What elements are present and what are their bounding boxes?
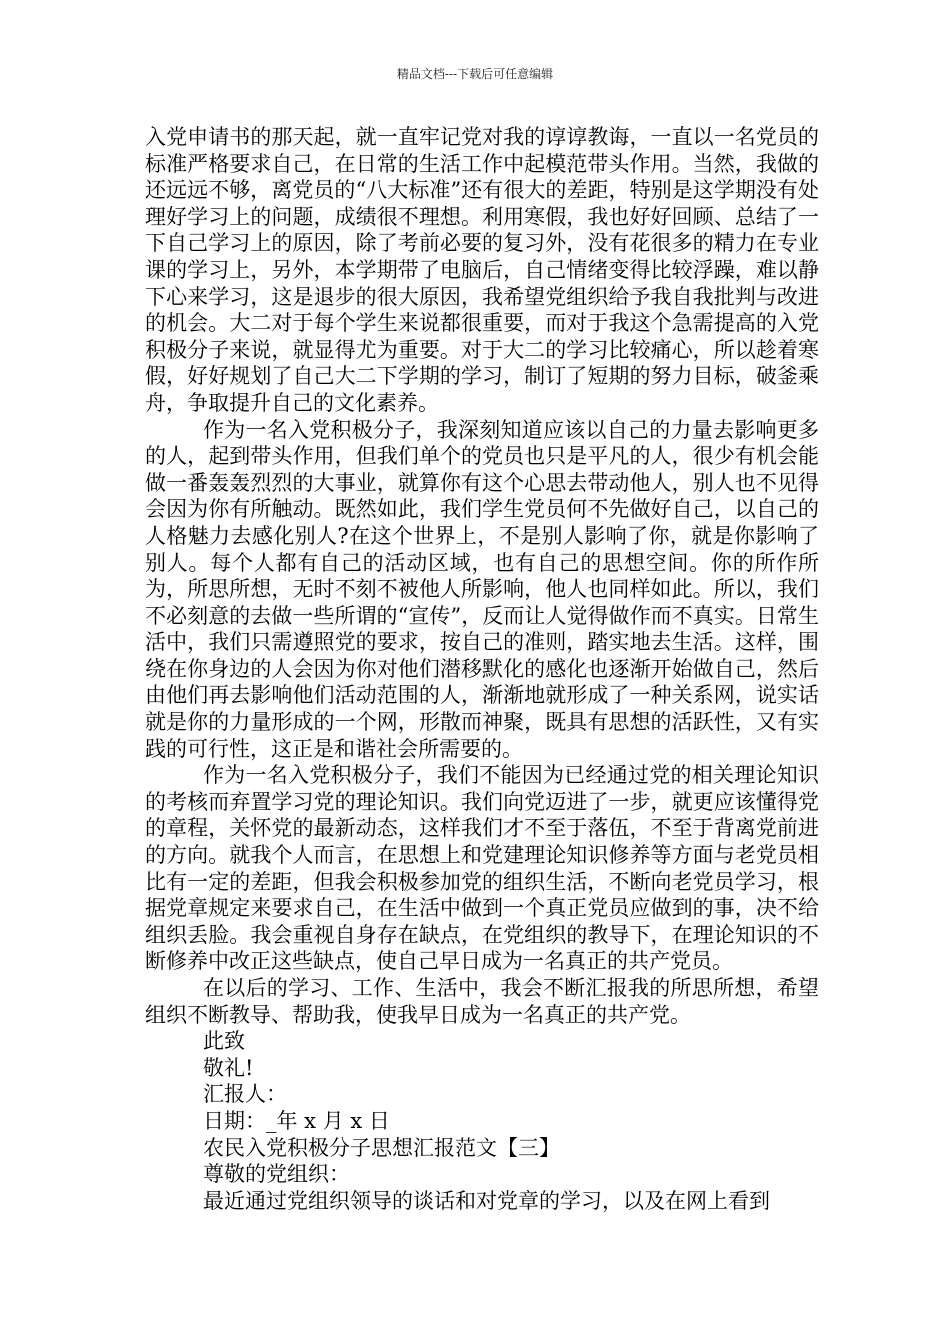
- closing-ci-zhi: 此致: [203, 1029, 245, 1054]
- next-section-title: 农民入党积极分子思想汇报范文【三】: [203, 1135, 560, 1160]
- page-header: 精品文档---下载后可任意编辑: [396, 67, 554, 81]
- closing-jing-li: 敬礼!: [203, 1055, 254, 1080]
- salutation: 尊敬的党组织：: [203, 1162, 350, 1187]
- reporter-line: 汇报人：: [203, 1082, 287, 1107]
- date-line: 日期：_年 x 月 x 日: [203, 1108, 390, 1133]
- paragraph-4: 在以后的学习、工作、生活中，我会不断汇报我的所思所想，希望组织不断教导、帮助我，使我早日成为一名真正的共产党。: [145, 976, 819, 1027]
- paragraph-2: 作为一名入党积极分子，我深刻知道应该以自己的力量去影响更多的人，起到带头作用，但我们单个的党员也只是平凡的人，很少有机会能做一番轰轰烈烈的大事业，就算你有这个心思去带动他人，别人也不见得会因为你有所触动。既然如此，我们学生党员何不先做好自己，以自己的人格魅力去感化别人?在这个世界上，不是别人影响了你，就是你影响了别人。每个人都有自己的活动区域，也有自己的思想空间。你的所作所为，所思所想，无时不刻不被他人所影响，他人也同样如此。所以，我们不必刻意的去做一些所谓的“宣传”，反而让人觉得做作而不真实。日常生活中，我们只需遵照党的要求，按自己的准则，踏实地去生活。这样，围绕在你身边的人会因为你对他们潜移默化的感化也逐渐开始做自己，然后由他们再去影响他们活动范围的人，渐渐地就形成了一种关系网，说实话就是你的力量形成的一个网，形散而神聚，既具有思想的活跃性，又有实践的可行性，这正是和谐社会所需要的。: [145, 417, 819, 761]
- last-line: 最近通过党组织领导的谈话和对党章的学习，以及在网上看到: [203, 1188, 770, 1213]
- paragraph-1: 入党申请书的那天起，就一直牢记党对我的谆谆教诲，一直以一名党员的标准严格要求自己，在日常的生活工作中起模范带头作用。当然，我做的还远远不够，离党员的“八大标准”还有很大的差距，特别是这学期没有处理好学习上的问题，成绩很不理想。利用寒假，我也好好回顾、总结了一下自己学习上的原因，除了考前必要的复习外，没有花很多的精力在专业课的学习上，另外，本学期带了电脑后，自己情绪变得比较浮躁，难以静下心来学习，这是退步的很大原因，我希望党组织给予我自我批判与改进的机会。大二对于每个学生来说都很重要，而对于我这个急需提高的入党积极分子来说，就显得尤为重要。对于大二的学习比较痛心，所以趁着寒假，好好规划了自己大二下学期的学习，制订了短期的努力目标，破釜乘舟，争取提升自己的文化素养。: [145, 125, 819, 415]
- paragraph-3: 作为一名入党积极分子，我们不能因为已经通过党的相关理论知识的考核而弃置学习党的理论知识。我们向党迈进了一步，就更应该懂得党的章程，关怀党的最新动态，这样我们才不至于落伍，不至于背离党前进的方向。就我个人而言，在思想上和党建理论知识修养等方面与老党员相比有一定的差距，但我会积极参加党的组织生活，不断向老党员学习，根据党章规定来要求自己，在生活中做到一个真正党员应做到的事，决不给组织丢脸。我会重视自身存在缺点，在党组织的教导下，在理论知识的不断修养中改正这些缺点，使自己早日成为一名真正的共产党员。: [145, 763, 819, 974]
- document-body: [145, 124, 819, 1214]
